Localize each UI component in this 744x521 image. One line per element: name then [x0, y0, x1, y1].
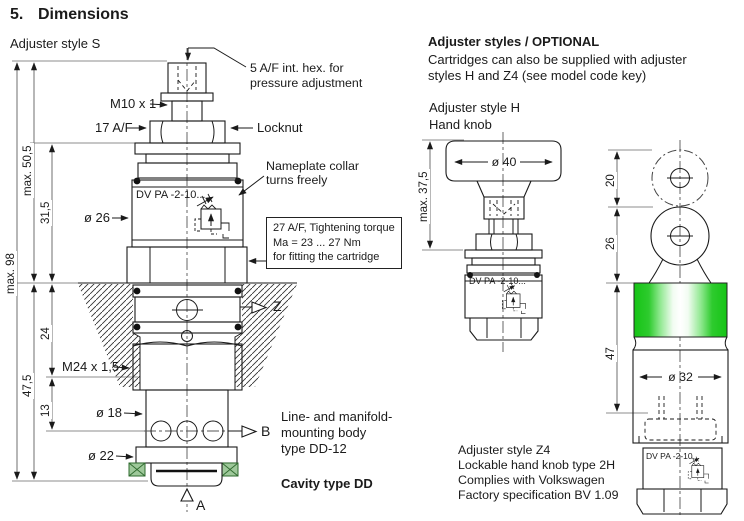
- figure-z4-drawing: [606, 140, 728, 518]
- dim-h-height: max. 37,5: [418, 171, 430, 222]
- thread-main-label: M24 x 1,5: [62, 359, 120, 374]
- figure-s-drawing: [12, 48, 297, 512]
- optional-line2: styles H and Z4 (see model code key): [428, 68, 647, 83]
- dia22-label: ø 22: [88, 448, 115, 463]
- torque-line1: 27 A/F, Tightening torque: [273, 222, 395, 234]
- bottom-hex-z4: [637, 489, 727, 514]
- port-a-label: A: [196, 497, 206, 513]
- body-note-line1: Line- and manifold-: [281, 409, 393, 424]
- page-title: Dimensions: [38, 6, 129, 23]
- optional-heading: Adjuster styles / OPTIONAL: [428, 34, 600, 49]
- figure-h-label1: Adjuster style H: [429, 100, 521, 115]
- thread-top-label: M10 x 1: [110, 96, 157, 111]
- z4-body: [633, 350, 728, 443]
- relief-valve-symbol: [502, 284, 525, 314]
- port-b-arrow: [242, 426, 256, 437]
- locknut-label: Locknut: [257, 120, 303, 135]
- port-a-arrow: [181, 489, 193, 501]
- dim-mid: 24: [40, 327, 52, 340]
- torque-note-box: [266, 217, 402, 269]
- dia18-label: ø 18: [96, 405, 123, 420]
- torque-line3: for fitting the cartridge: [273, 251, 380, 264]
- z4-caption-line2: Lockable hand knob type 2H: [458, 458, 616, 472]
- washer: [135, 143, 240, 154]
- af17-label: 17 A/F: [95, 120, 133, 135]
- cartridge-lower-body: [129, 285, 242, 486]
- z4-caption-line4: Factory specification BV 1.09: [458, 488, 619, 502]
- dim-overall: max. 98: [5, 253, 17, 294]
- nameplate-note-line1: Nameplate collar: [266, 159, 359, 173]
- hex-callout-line2: pressure adjustment: [250, 76, 363, 90]
- optional-line1: Cartridges can also be supplied with adjuster: [428, 52, 687, 67]
- port-b-label: B: [261, 423, 271, 439]
- dim-z4-20: 20: [605, 174, 617, 187]
- green-knob-band: [634, 283, 727, 337]
- dim-holes: 13: [40, 404, 52, 417]
- body-note-line2: mounting body: [281, 425, 367, 440]
- dia40-label: ø 40: [491, 155, 517, 169]
- dia32-label: ø 32: [668, 370, 693, 384]
- z4-caption-line3: Complies with Volkswagen: [458, 473, 605, 487]
- dim-z4-26: 26: [605, 237, 617, 250]
- hex-callout-line1: 5 A/F int. hex. for: [250, 61, 344, 75]
- pilot-tip: [151, 463, 222, 486]
- z4-caption-line1: Adjuster style Z4: [458, 443, 551, 457]
- nameplate-text-s: DV PA -2-10...: [136, 189, 206, 201]
- tip-flange: [136, 447, 237, 463]
- nameplate-text-z4: DV PA -2-10...: [646, 451, 700, 461]
- figure-s-label: Adjuster style S: [10, 36, 101, 51]
- section-number: 5.: [10, 6, 24, 23]
- bottom-hex-h: [470, 318, 538, 340]
- cavity-note: Cavity type DD: [281, 476, 373, 491]
- locknut-hex: [150, 121, 225, 143]
- ring-lower: [138, 163, 237, 178]
- figure-h-label2: Hand knob: [429, 117, 492, 132]
- dim-collar: 31,5: [40, 201, 52, 224]
- port-z-label: Z: [273, 298, 282, 314]
- ring-upper: [146, 154, 229, 163]
- dim-lower: 47,5: [22, 374, 34, 397]
- dim-z4-47: 47: [605, 347, 617, 360]
- body-note-line3: type DD-12: [281, 441, 347, 456]
- torque-line2: Ma = 23 ... 27 Nm: [273, 236, 361, 249]
- nameplate-note-line2: turns freely: [266, 173, 328, 187]
- nose-section: [146, 390, 228, 447]
- dim-upper: max. 50,5: [22, 145, 34, 196]
- dia26-label: ø 26: [84, 210, 111, 225]
- nameplate-text-h: DV PA -2-10...: [469, 276, 526, 286]
